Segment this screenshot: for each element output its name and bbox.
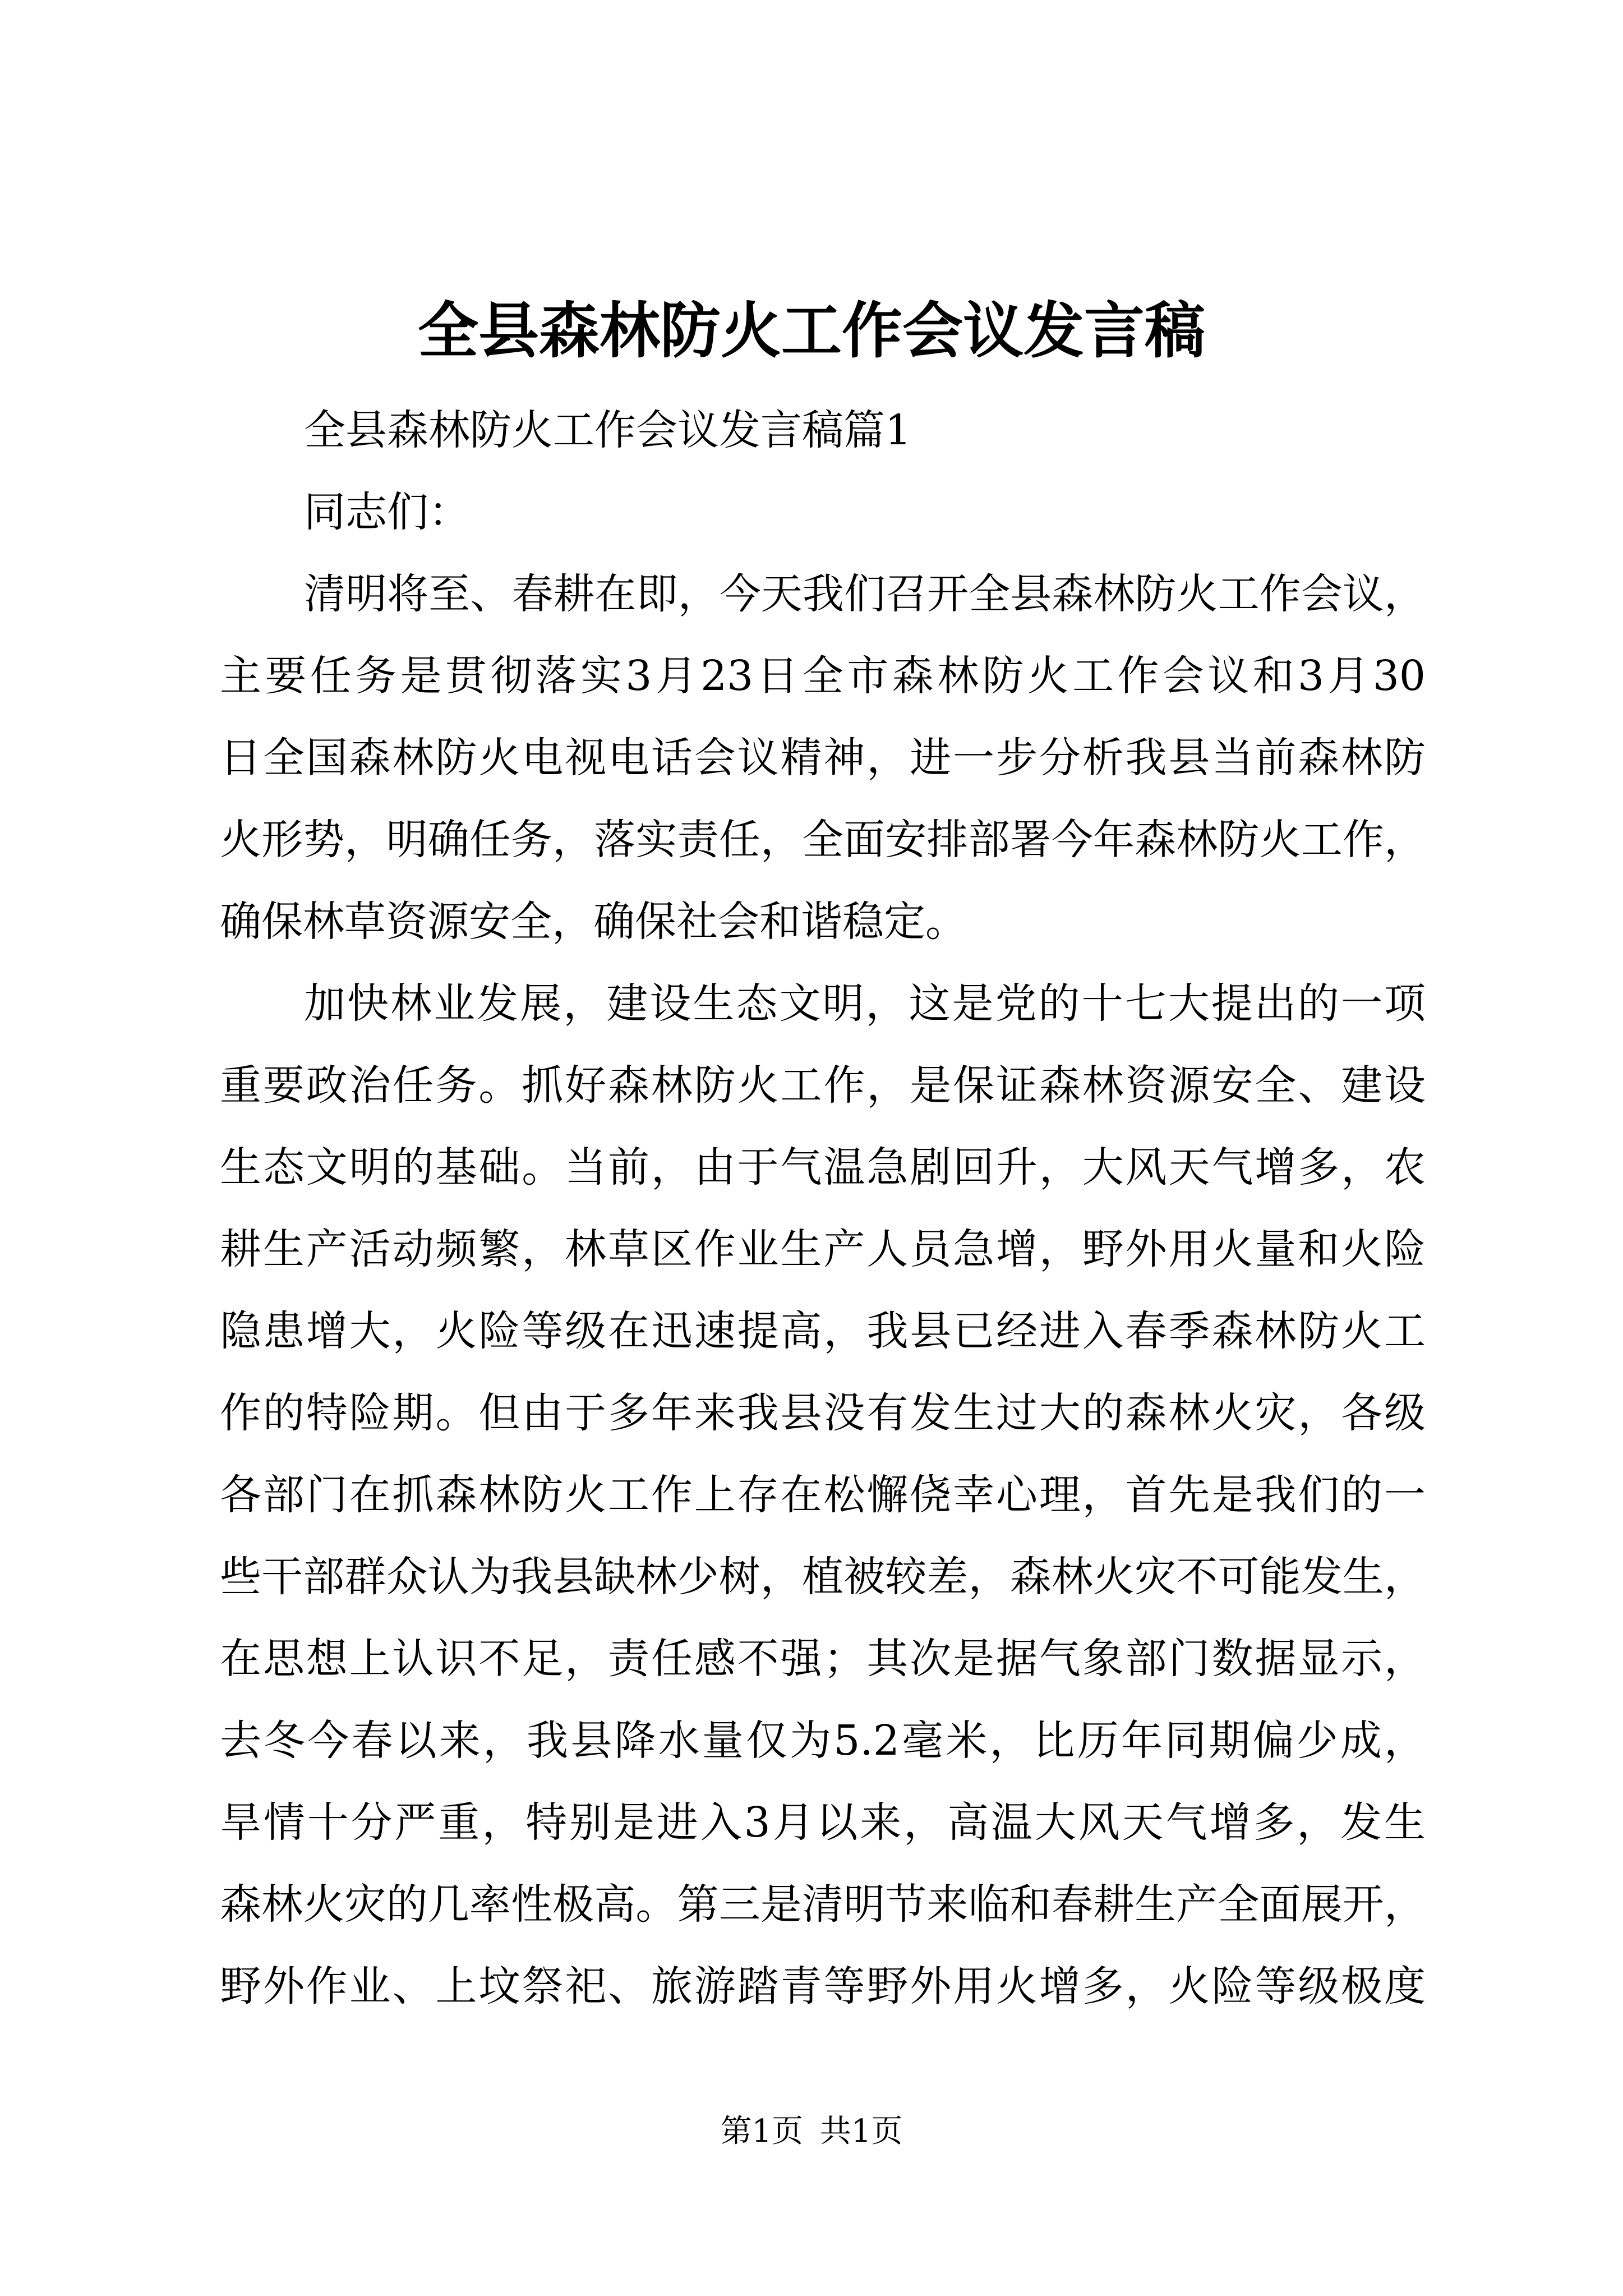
text-line: 去冬今春以来，我县降水量仅为5.2毫米，比历年同期偏少成， bbox=[220, 1717, 1426, 1765]
text-line: 火形势，明确任务，落实责任，全面安排部署今年森林防火工作， bbox=[220, 816, 1426, 864]
text-line: 旱情十分严重，特别是进入3月以来，高温大风天气增多，发生 bbox=[220, 1798, 1426, 1847]
document-body bbox=[220, 389, 1426, 2027]
text-line: 确保林草资源安全，确保社会和谐稳定。 bbox=[220, 898, 967, 946]
text-line: 全县森林防火工作会议发言稿篇1 bbox=[304, 406, 912, 454]
text-line: 些干部群众认为我县缺林少树，植被较差，森林火灾不可能发生， bbox=[220, 1553, 1426, 1601]
text-line: 生态文明的基础。当前，由于气温急剧回升，大风天气增多，农 bbox=[220, 1143, 1426, 1191]
page-number-current: 第1页 bbox=[720, 2113, 804, 2150]
text-line: 主要任务是贯彻落实3月23日全市森林防火工作会议和3月30 bbox=[220, 652, 1426, 700]
text-line: 作的特险期。但由于多年来我县没有发生过大的森林火灾，各级 bbox=[220, 1389, 1426, 1437]
page-footer bbox=[0, 2109, 1623, 2154]
text-line: 隐患增大，火险等级在迅速提高，我县已经进入春季森林防火工 bbox=[220, 1307, 1426, 1355]
text-line: 森林火灾的几率性极高。第三是清明节来临和春耕生产全面展开， bbox=[220, 1880, 1426, 1929]
text-line: 耕生产活动频繁，林草区作业生产人员急增，野外用火量和火险 bbox=[220, 1225, 1426, 1273]
text-line: 各部门在抓森林防火工作上存在松懈侥幸心理，首先是我们的一 bbox=[220, 1471, 1426, 1519]
text-line: 清明将至、春耕在即，今天我们召开全县森林防火工作会议， bbox=[304, 570, 1426, 618]
text-line: 野外作业、上坟祭祀、旅游踏青等野外用火增多，火险等级极度 bbox=[220, 1962, 1426, 2010]
document-title: 全县森林防火工作会议发言稿 bbox=[417, 296, 1205, 366]
page-number-total: 共1页 bbox=[819, 2113, 903, 2150]
text-line: 在思想上认识不足，责任感不强；其次是据气象部门数据显示， bbox=[220, 1635, 1426, 1683]
text-line: 日全国森林防火电视电话会议精神，进一步分析我县当前森林防 bbox=[220, 734, 1426, 782]
text-line: 重要政治任务。抓好森林防火工作，是保证森林资源安全、建设 bbox=[220, 1061, 1426, 1110]
text-line: 同志们： bbox=[304, 488, 470, 536]
text-line: 加快林业发展，建设生态文明，这是党的十七大提出的一项 bbox=[304, 979, 1426, 1028]
